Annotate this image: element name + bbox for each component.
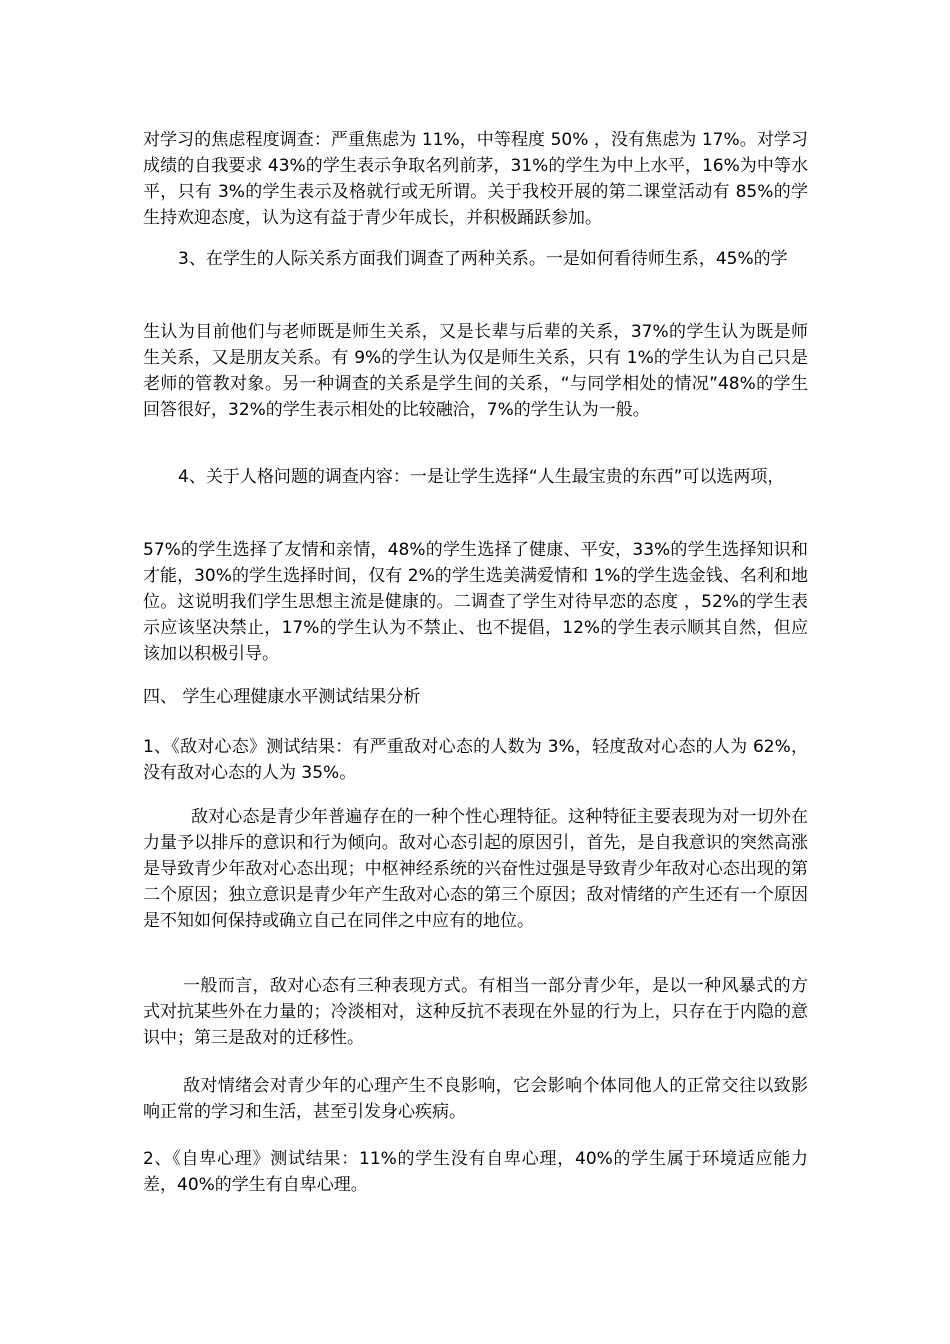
paragraph-hostility-effects: 敌对情绪会对青少年的心理产生不良影响，它会影响个体同他人的正常交往以致影响正常的学习和生活，甚至引发身心疾病。 — [143, 1076, 808, 1122]
item-3-interpersonal-relations: 3、在学生的人际关系方面我们调查了两种关系。一是如何看待师生系，45%的学 — [178, 249, 788, 269]
paragraph-values-and-dating: 57%的学生选择了友情和亲情，48%的学生选择了健康、平安，33%的学生选择知识和才能，30%的学生选择时间，仅有 2%的学生选美满爱情和 1%的学生选金钱、名利和地位。这说明我们学生思想主流是健康的。二调查了学生对待早恋的态度 ，52%的学生表示应该坚决禁止，17%的学生认为不禁止、也不提倡，12%的学生表示顺其自然，但应该加以积极引导。 — [143, 540, 808, 664]
paragraph-hostility-causes: 敌对心态是青少年普遍存在的一种个性心理特征。这种特征主要表现为对一切外在力量予以排斥的意识和行为倾向。敌对心态引起的原因引，首先，是自我意识的突然高涨是导致青少年敌对心态出现；中枢神经系统的兴奋性过强是导致青少年敌对心态出现的第二个原因；独立意识是青少年产生敌对心态的第三个原因；敌对情绪的产生还有一个原因是不知如何保持或确立自己在同伴之中应有的地位。 — [143, 807, 808, 931]
paragraph-anxiety-survey: 对学习的焦虑程度调查：严重焦虑为 11%，中等程度 50% ，没有焦虑为 17%。对学习成绩的自我要求 43%的学生表示争取名列前茅，31%的学生为中上水平，16%为中等水平，只有 3%的学生表示及格就行或无所谓。关于我校开展的第二课堂活动有 85%的学生持欢迎态度，认为这有益于青少年成长，并积极踊跃参加。 — [143, 130, 808, 228]
item-4-personality-survey: 4、关于人格问题的调查内容：一是让学生选择“人生最宝贵的东西”可以选两项， — [178, 467, 785, 487]
paragraph-hostility-test-result: 1、《敌对心态》测试结果：有严重敌对心态的人数为 3%，轻度敌对心态的人为 62%，没有敌对心态的人为 35%。 — [143, 737, 808, 783]
section-heading-4: 四、 学生心理健康水平测试结果分析 — [143, 687, 421, 707]
paragraph-inferiority-test-result: 2、《自卑心理》测试结果：11%的学生没有自卑心理，40%的学生属于环境适应能力差，40%的学生有自卑心理。 — [143, 1149, 808, 1195]
paragraph-hostility-expressions: 一般而言，敌对心态有三种表现方式。有相当一部分青少年，是以一种风暴式的方式对抗某些外在力量的；冷淡相对，这种反抗不表现在外显的行为上，只存在于内隐的意识中；第三是敌对的迁移性。 — [143, 976, 808, 1048]
paragraph-teacher-student-relations: 生认为目前他们与老师既是师生关系，又是长辈与后辈的关系，37%的学生认为既是师生关系，又是朋友关系。有 9%的学生认为仅是师生关系，只有 1%的学生认为自己只是老师的管教对象。另一种调查的关系是学生间的关系，“与同学相处的情况”48%的学生回答很好，32%的学生表示相处的比较融洽，7%的学生认为一般。 — [143, 322, 808, 420]
